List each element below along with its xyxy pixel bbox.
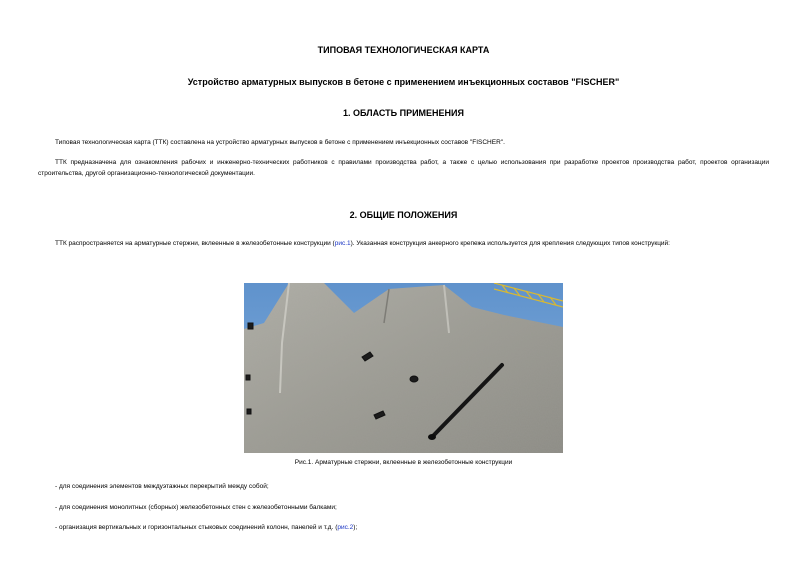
section-1-paragraph-2: ТТК предназначена для ознакомления рабочих и инженерно-технических работников с правилами производства работ, а также с целью использования при разработке проектов производства работ, проектов организации строительства, другой организационно-технологической документации. <box>38 159 769 177</box>
figure-2-link[interactable]: рис.2 <box>337 524 354 531</box>
document-subtitle: Устройство арматурных выпусков в бетоне с применением инъекционных составов "FISCHER" <box>187 77 620 87</box>
section-2-paragraph-1 <box>38 238 769 249</box>
figure-1-photo <box>244 283 563 453</box>
paragraph-text: ). Указанная конструкция анкерного крепежа используется для крепления следующих типов конструкций: <box>350 240 670 247</box>
list-item: - для соединения элементов междуэтажных перекрытий между собой; <box>55 483 269 490</box>
paragraph-text: ТТК распространяется на арматурные стержни, вклеенные в железобетонные конструкции ( <box>55 240 335 247</box>
figure-1-caption: Рис.1. Арматурные стержни, вклеенные в железобетонные конструкции <box>294 459 513 466</box>
section-1-heading: 1. ОБЛАСТЬ ПРИМЕНЕНИЯ <box>343 108 464 118</box>
figure-1-link[interactable]: рис.1 <box>334 240 351 247</box>
section-1-paragraph-1: Типовая технологическая карта (ТТК) составлена на устройство арматурных выпусков в бетоне с применением инъекционных составов "FISCHER". <box>55 139 505 146</box>
list-item-text: ); <box>353 524 358 531</box>
section-2-heading: 2. ОБЩИЕ ПОЛОЖЕНИЯ <box>349 210 458 220</box>
list-item: - для соединения монолитных (сборных) железобетонных стен с железобетонными балками; <box>55 504 337 511</box>
list-item-text: - организация вертикальных и горизонтальных стыковых соединений колонн, панелей и т.д. ( <box>55 524 338 531</box>
document-title: ТИПОВАЯ ТЕХНОЛОГИЧЕСКАЯ КАРТА <box>317 45 490 55</box>
list-item <box>55 522 357 533</box>
